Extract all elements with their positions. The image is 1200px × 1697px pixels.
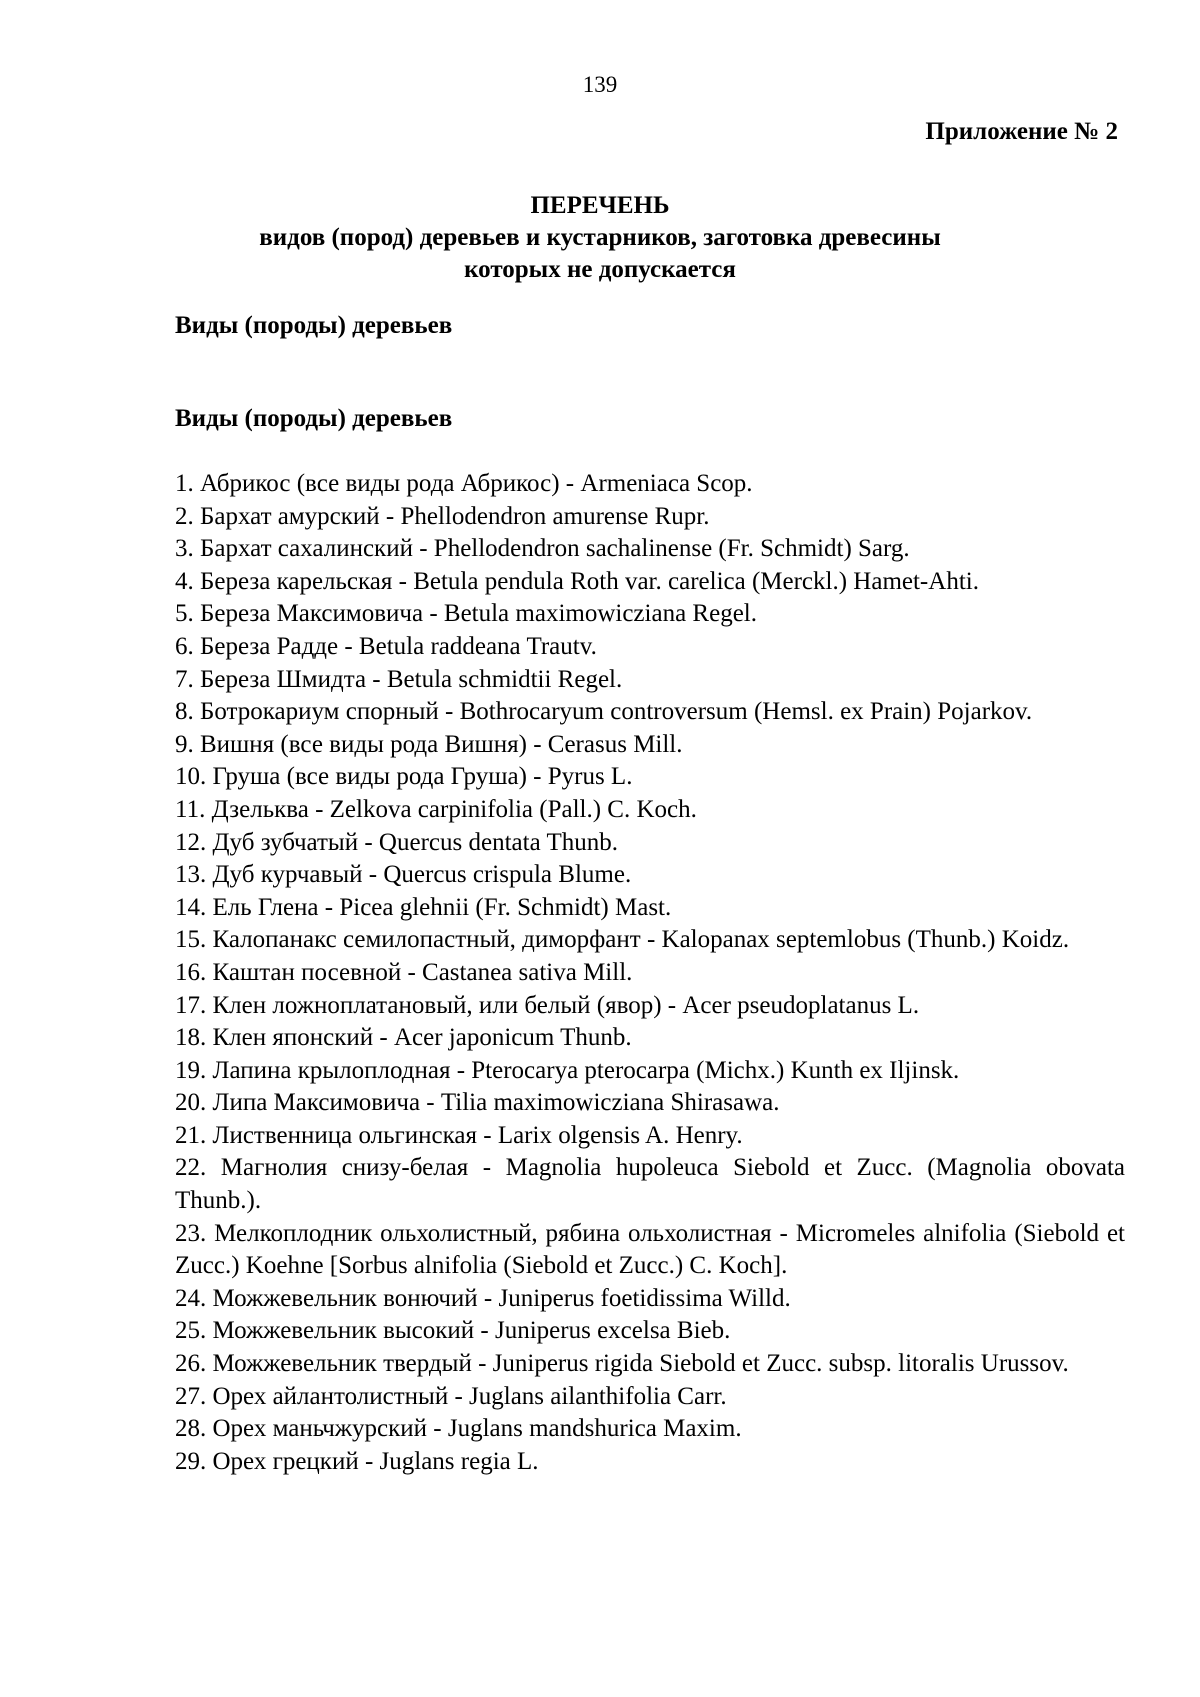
title-line-1: ПЕРЕЧЕНЬ [530, 192, 670, 219]
list-item: 26. Можжевельник твердый - Juniperus rigida Siebold et Zucc. subsp. litoralis Urussov. [175, 1350, 1069, 1378]
list-item: 25. Можжевельник высокий - Juniperus excelsa Bieb. [175, 1317, 731, 1345]
list-item: 17. Клен ложноплатановый, или белый (явор) - Acer pseudoplatanus L. [175, 991, 920, 1019]
list-item: 10. Груша (все виды рода Груша) - Pyrus L. [175, 763, 633, 791]
species-list [175, 468, 1125, 1478]
list-item: 11. Дзельква - Zelkova carpinifolia (Pall.) C. Koch. [175, 795, 697, 823]
list-item: 23. Мелкоплодник ольхолистный, рябина ольхолистная - Micromeles alnifolia (Siebold et Zucc.) Koehne [Sorbus alnifolia (Siebold et Zucc.) C. Koch]. [175, 1219, 1125, 1280]
list-item: 1. Абрикос (все виды рода Абрикос) - Armeniaca Scop. [175, 470, 753, 497]
list-item: 3. Бархат сахалинский - Phellodendron sachalinense (Fr. Schmidt) Sarg. [175, 535, 910, 563]
list-item: 28. Орех маньчжурский - Juglans mandshurica Maxim. [175, 1415, 742, 1443]
list-item: 24. Можжевельник вонючий - Juniperus foetidissima Willd. [175, 1284, 791, 1312]
list-item: 4. Береза карельская - Betula pendula Roth var. carelica (Merckl.) Hamet-Ahti. [175, 567, 979, 595]
page-number: 139 [582, 72, 618, 97]
list-item: 5. Береза Максимовича - Betula maximowicziana Regel. [175, 600, 757, 628]
list-item: 22. Магнолия снизу-белая - Magnolia hupoleuca Siebold et Zucc. (Magnolia obovata Thunb.). [175, 1154, 1125, 1215]
list-item: 15. Калопанакс семилопастный, диморфант - Kalopanax septemlobus (Thunb.) Koidz. [175, 926, 1070, 954]
list-item: 14. Ель Глена - Picea glehnii (Fr. Schmidt) Mast. [175, 893, 672, 921]
list-item: 8. Ботрокариум спорный - Bothrocaryum controversum (Hemsl. ex Prain) Pojarkov. [175, 698, 1033, 726]
list-item: 19. Лапина крылоплодная - Pterocarya pterocarpa (Michx.) Kunth ex Iljinsk. [175, 1056, 960, 1084]
list-item: 9. Вишня (все виды рода Вишня) - Cerasus Mill. [175, 730, 683, 758]
title-line-2: видов (пород) деревьев и кустарников, заготовка древесины [259, 224, 941, 251]
list-item: 18. Клен японский - Acer japonicum Thunb. [175, 1024, 632, 1052]
list-item: 20. Липа Максимовича - Tilia maximowicziana Shirasawa. [175, 1089, 780, 1117]
section-heading: Виды (породы) деревьев [175, 312, 453, 339]
section-heading: Виды (породы) деревьев [175, 405, 453, 432]
list-item: 12. Дуб зубчатый - Quercus dentata Thunb. [175, 828, 618, 856]
list-item: 2. Бархат амурский - Phellodendron amurense Rupr. [175, 502, 710, 530]
list-item: 29. Орех грецкий - Juglans regia L. [175, 1447, 539, 1475]
title-line-3: которых не допускается [464, 256, 736, 283]
list-item: 21. Лиственница ольгинская - Larix olgensis A. Henry. [175, 1121, 743, 1149]
list-item: 13. Дуб курчавый - Quercus crispula Blume. [175, 861, 632, 889]
document-title [0, 190, 1200, 286]
list-item: 16. Каштан посевной - Castanea sativa Mill. [175, 958, 633, 986]
list-item: 27. Орех айлантолистный - Juglans ailanthifolia Carr. [175, 1382, 727, 1410]
list-item: 7. Береза Шмидта - Betula schmidtii Regel. [175, 665, 623, 693]
list-item: 6. Береза Радде - Betula raddeana Trautv. [175, 632, 597, 660]
appendix-label: Приложение № 2 [925, 118, 1118, 145]
